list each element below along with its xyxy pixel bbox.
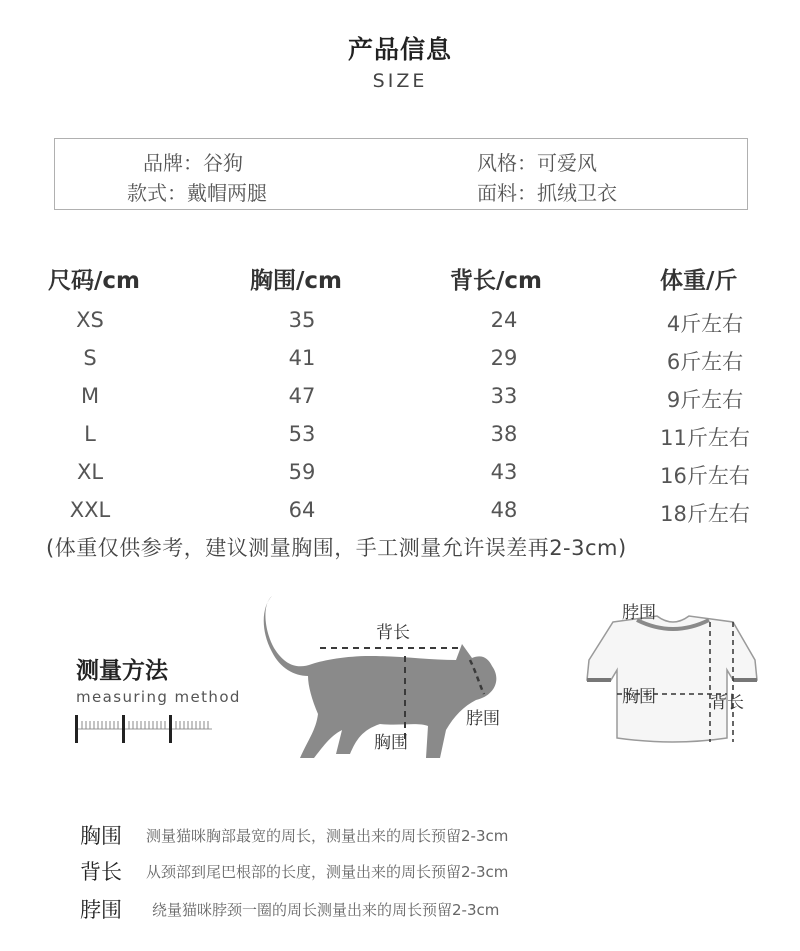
legend-term: 脖围 <box>80 898 122 922</box>
table-row <box>40 460 770 490</box>
legend-term: 背长 <box>80 860 122 884</box>
cell-chest: 35 <box>288 308 316 332</box>
ruler-icon <box>74 713 214 745</box>
cell-chest: 47 <box>288 384 316 408</box>
info-design: 款式：戴帽两腿 <box>127 181 267 205</box>
table-row <box>40 498 770 528</box>
legend-item <box>80 894 760 928</box>
cell-weight: 6斤左右 <box>666 350 744 374</box>
table-row <box>40 384 770 414</box>
legend-item <box>80 856 760 890</box>
cell-back: 38 <box>490 422 518 446</box>
legend-term: 胸围 <box>80 824 122 848</box>
cell-back: 29 <box>490 346 518 370</box>
cell-chest: 59 <box>288 460 316 484</box>
measurement-note: (体重仅供参考，建议测量胸围，手工测量允许误差再2-3cm) <box>46 536 627 560</box>
cell-size: M <box>80 384 100 408</box>
cell-size: XL <box>76 460 104 484</box>
cell-size: XS <box>76 308 104 332</box>
cell-weight: 9斤左右 <box>666 388 744 412</box>
shirt-label-neck: 脖围 <box>622 603 656 623</box>
cell-weight: 18斤左右 <box>660 502 750 526</box>
product-info-box <box>54 138 748 210</box>
legend-desc: 测量猫咪胸部最宽的周长，测量出来的周长预留2-3cm <box>146 827 509 845</box>
info-fabric: 面料：抓绒卫衣 <box>477 181 617 205</box>
cell-back: 43 <box>490 460 518 484</box>
legend-desc: 从颈部到尾巴根部的长度，测量出来的周长预留2-3cm <box>146 863 509 881</box>
cell-size: XXL <box>69 498 111 522</box>
page-subtitle: SIZE <box>372 70 428 92</box>
info-style: 风格：可爱风 <box>477 151 597 175</box>
cell-weight: 16斤左右 <box>660 464 750 488</box>
header-size: 尺码/cm <box>48 268 140 294</box>
page-title: 产品信息 <box>347 35 452 64</box>
cell-weight: 4斤左右 <box>666 312 744 336</box>
header-chest: 胸围/cm <box>250 268 342 294</box>
shirt-label-chest: 胸围 <box>622 687 656 707</box>
cell-size: S <box>83 346 97 370</box>
table-row <box>40 422 770 452</box>
cell-chest: 64 <box>288 498 316 522</box>
cell-back: 24 <box>490 308 518 332</box>
cell-back: 33 <box>490 384 518 408</box>
cell-weight: 11斤左右 <box>660 426 750 450</box>
shirt-illustration <box>575 610 775 760</box>
info-brand: 品牌：谷狗 <box>143 151 243 175</box>
cat-label-back: 背长 <box>376 623 410 643</box>
legend-desc: 绕量猫咪脖颈一圈的周长测量出来的周长预留2-3cm <box>152 901 500 919</box>
cell-chest: 41 <box>288 346 316 370</box>
table-row <box>40 308 770 338</box>
legend-item <box>80 820 760 854</box>
cell-chest: 53 <box>288 422 316 446</box>
header-back: 背长/cm <box>450 268 542 294</box>
cell-back: 48 <box>490 498 518 522</box>
method-title: 测量方法 <box>76 658 168 684</box>
header-weight: 体重/斤 <box>660 268 738 294</box>
shirt-label-back: 背长 <box>710 693 744 713</box>
cell-size: L <box>84 422 96 446</box>
cat-label-chest: 胸围 <box>374 733 408 753</box>
cat-label-neck: 脖围 <box>466 709 500 729</box>
method-subtitle: measuring method <box>76 688 241 706</box>
table-row <box>40 346 770 376</box>
